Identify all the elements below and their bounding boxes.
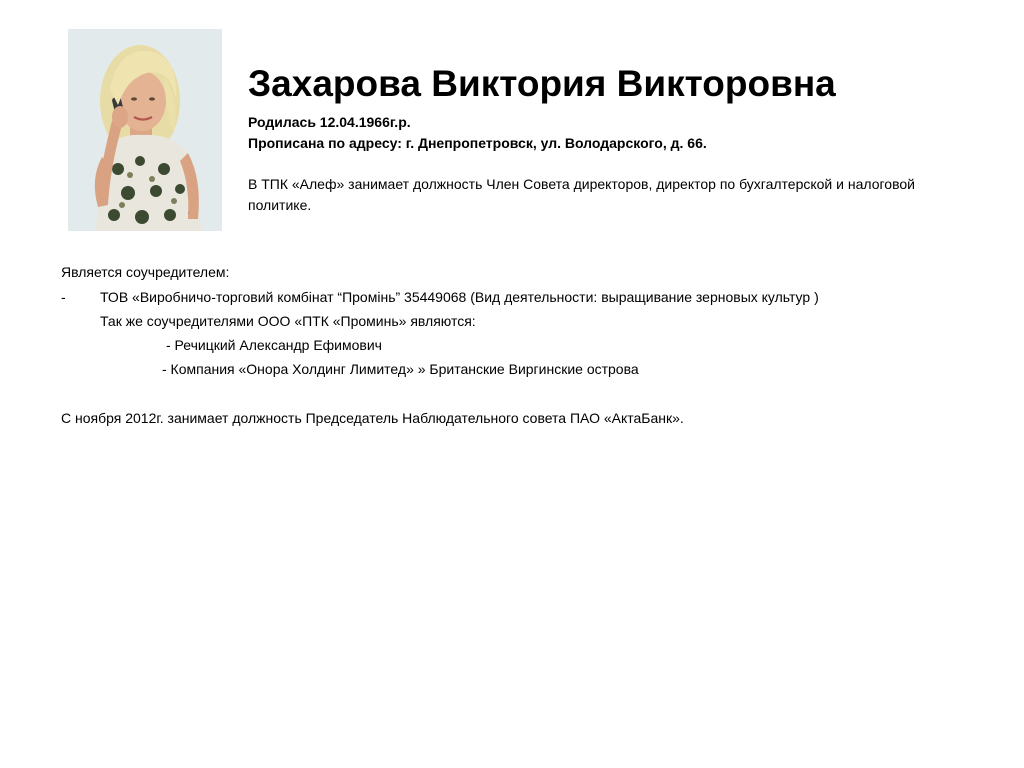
- cofounder-heading: Является соучредителем:: [61, 264, 230, 280]
- cofounded-company: ТОВ «Виробничо-торговий комбінат “Промінь” 35449068 (Вид деятельности: выращивание зерновых культур ): [100, 289, 819, 305]
- profile-photo: [68, 29, 222, 231]
- birth-date: Родилась 12.04.1966г.р.: [248, 114, 411, 130]
- cofounder-item: - Компания «Онора Холдинг Лимитед» » Британские Виргинские острова: [162, 361, 639, 377]
- list-bullet: -: [61, 289, 66, 305]
- registration-address: Прописана по адресу: г. Днепропетровск, ул. Володарского, д. 66.: [248, 135, 707, 151]
- person-name: Захарова Виктория Викторовна: [248, 63, 836, 104]
- chairman-position: С ноября 2012г. занимает должность Председатель Наблюдательного совета ПАО «АктаБанк».: [61, 410, 684, 426]
- current-position: В ТПК «Алеф» занимает должность Член Совета директоров, директор по бухгалтерской и налоговой политике.: [248, 176, 915, 213]
- cofounder-item: - Речицкий Александр Ефимович: [166, 337, 382, 353]
- cofounders-intro: Так же соучредителями ООО «ПТК «Проминь» являются:: [100, 313, 476, 329]
